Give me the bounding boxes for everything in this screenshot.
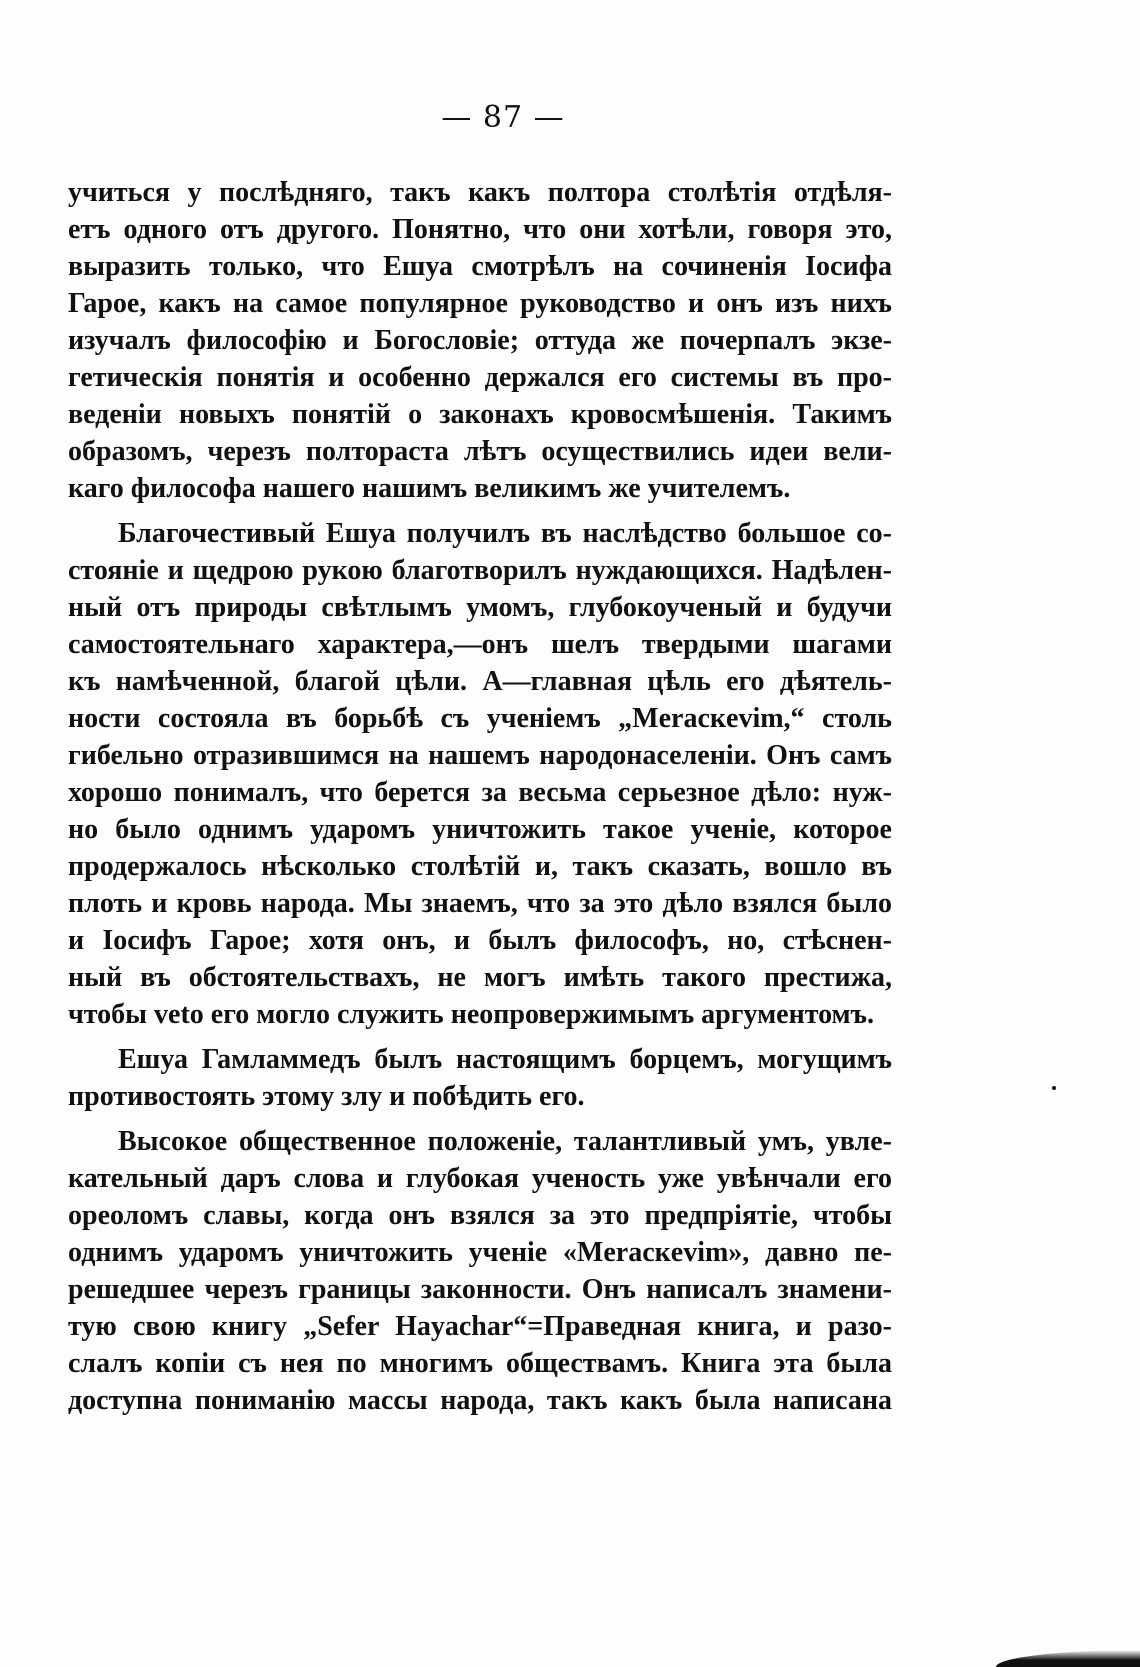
text-line: самостоятельнаго характера,—онъ шелъ твердыми шагами <box>68 629 892 660</box>
text-line: чтобы veto его могло служить неопровержимымъ аргументомъ. <box>68 999 874 1030</box>
text-line: ный въ обстоятельствахъ, не могъ имѣть такого престижа, <box>68 962 892 993</box>
text-line: ореоломъ славы, когда онъ взялся за это предпріятіе, чтобы <box>68 1200 892 1231</box>
text-line: противостоять этому злу и побѣдить его. <box>68 1081 585 1112</box>
text-line: плоть и кровь народа. Мы знаемъ, что за это дѣло взялся было <box>68 888 892 919</box>
paragraph-3 <box>68 1041 892 1115</box>
text-line: решедшее черезъ границы законности. Онъ написалъ знамени- <box>68 1274 892 1305</box>
text-line: тую свою книгу „Sefer Hayachar“=Праведная книга, и разо- <box>68 1311 892 1342</box>
paragraph-gap <box>68 1033 892 1041</box>
paragraph-gap <box>68 1115 892 1123</box>
text-line: Гарое, какъ на самое популярное руководство и онъ изъ нихъ <box>68 288 892 319</box>
text-line: кательный даръ слова и глубокая ученость уже увѣнчали его <box>68 1163 892 1194</box>
text-line: веденіи новыхъ понятій о законахъ кровосмѣшенія. Такимъ <box>68 399 892 430</box>
paragraph-gap <box>68 507 892 515</box>
page-edge-shadow <box>996 1650 1140 1667</box>
text-line: стояніе и щедрою рукою благотворилъ нуждающихся. Надѣлен- <box>68 555 892 586</box>
text-line: етъ одного отъ другого. Понятно, что они хотѣли, говоря это, <box>68 214 892 245</box>
text-line: и Іосифъ Гарое; хотя онъ, и былъ философъ, но, стѣснен- <box>68 925 892 956</box>
text-line: ный отъ природы свѣтлымъ умомъ, глубокоученый и будучи <box>68 592 892 623</box>
text-line: изучалъ философію и Богословіе; оттуда же почерпалъ экзе- <box>68 325 892 356</box>
paragraph-4 <box>68 1123 892 1419</box>
margin-speck <box>1052 1086 1056 1090</box>
text-line: гибельно отразившимся на нашемъ народонаселеніи. Онъ самъ <box>68 740 892 771</box>
text-line: Ешуа Гамламмедъ былъ настоящимъ борцемъ, могущимъ <box>118 1044 892 1075</box>
paragraph-1 <box>68 174 892 507</box>
text-line: къ намѣченной, благой цѣли. А—главная цѣль его дѣятель- <box>68 666 892 697</box>
text-line: хорошо понималъ, что берется за весьма серьезное дѣло: нуж- <box>68 777 892 808</box>
text-line: гетическія понятія и особенно держался его системы въ про- <box>68 362 892 393</box>
text-line: но было однимъ ударомъ уничтожить такое ученіе, которое <box>68 814 892 845</box>
page-number: — 87 — <box>441 100 565 135</box>
text-line: доступна пониманію массы народа, такъ какъ была написана <box>68 1385 892 1416</box>
body-text <box>68 174 892 1419</box>
text-line: слалъ копіи съ нея по многимъ обществамъ. Книга эта была <box>68 1348 892 1379</box>
text-line: выразить только, что Ешуа смотрѣлъ на сочиненія Іосифа <box>68 251 892 282</box>
paragraph-2 <box>68 515 892 1033</box>
text-line: продержалось нѣсколько столѣтій и, такъ сказать, вошло въ <box>68 851 892 882</box>
text-line: Высокое общественное положеніе, талантливый умъ, увле- <box>118 1126 892 1157</box>
text-line: однимъ ударомъ уничтожить ученіе «Meracкevim», давно пе- <box>68 1237 892 1268</box>
text-line: Благочестивый Ешуа получилъ въ наслѣдство большое со- <box>118 518 892 549</box>
text-line: каго философа нашего нашимъ великимъ же учителемъ. <box>68 473 791 504</box>
text-line: ности состояла въ борьбѣ съ ученіемъ „Meracкevim,“ столь <box>68 703 892 734</box>
text-line: учиться у послѣдняго, такъ какъ полтора столѣтія отдѣля- <box>68 177 892 208</box>
text-line: образомъ, черезъ полтораста лѣтъ осуществились идеи вели- <box>68 436 892 467</box>
